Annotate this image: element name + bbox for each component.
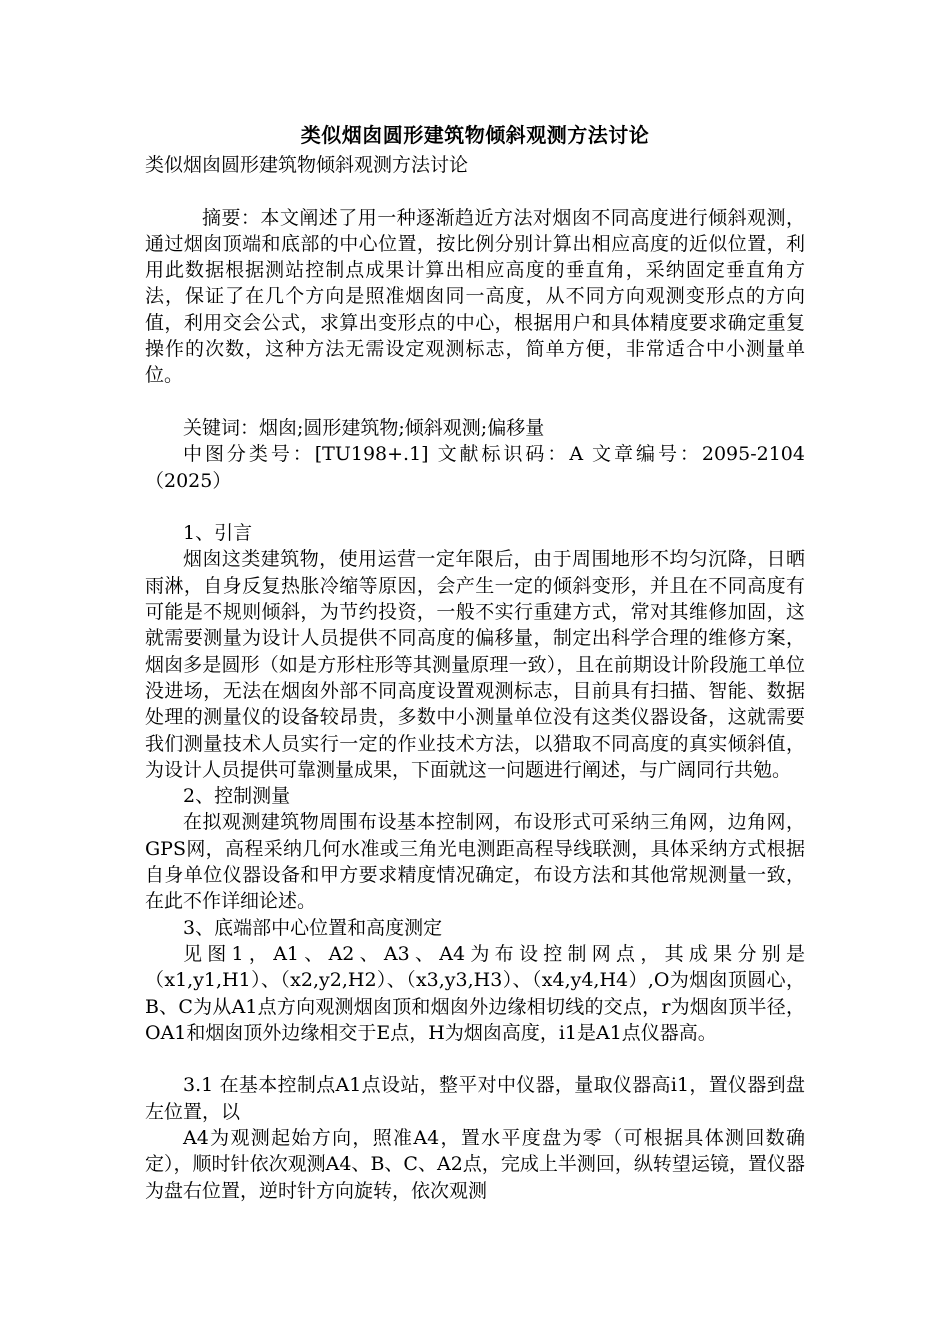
blank-line <box>145 494 805 520</box>
blank-line <box>145 178 805 204</box>
document-subtitle: 类似烟囱圆形建筑物倾斜观测方法讨论 <box>145 154 469 176</box>
section-paragraph: 在拟观测建筑物周围布设基本控制网，布设形式可采纳三角网，边角网，GPS网，高程采纳几何水准或三角光电测距高程导线联测，具体采纳方式根据自身单位仪器设备和甲方要求精度情况确定，布设方法和其他常规测量一致，在此不作详细论述。 <box>145 811 805 913</box>
section-paragraph: 烟囱这类建筑物，使用运营一定年限后，由于周围地形不均匀沉降，日晒雨淋，自身反复热胀冷缩等原因，会产生一定的倾斜变形，并且在不同高度有可能是不规则倾斜，为节约投资，一般不实行重建方式，常对其维修加固，这就需要测量为设计人员提供不同高度的偏移量，制定出科学合理的维修方案，烟囱多是圆形（如是方形柱形等其测量原理一致），且在前期设计阶段施工单位没进场，无法在烟囱外部不同高度设置观测标志，目前具有扫描、智能、数据处理的测量仪的设备较昂贵，多数中小测量单位没有这类仪器设备，这就需要我们测量技术人员实行一定的作业技术方法，以猎取不同高度的真实倾斜值，为设计人员提供可靠测量成果，下面就这一问题进行阐述，与广阔同行共勉。 <box>145 548 805 781</box>
blank-line <box>145 389 805 415</box>
document-title: 类似烟囱圆形建筑物倾斜观测方法讨论 <box>300 123 650 147</box>
subsection-paragraph-continued: A4为观测起始方向，照准A4，置水平度盘为零（可根据具体测回数确定），顺时针依次观测A4、B、C、A2点，完成上半测回，纵转望运镜，置仪器为盘右位置，逆时针方向旋转，依次观测 <box>145 1126 805 1202</box>
classification-line: 中图分类号：[TU198+.1] 文献标识码：A 文章编号：2095-2104（2025） <box>145 443 805 492</box>
subsection-paragraph: 3.1 在基本控制点A1点设站，整平对中仪器，量取仪器高i1，置仪器到盘左位置，以 <box>145 1074 805 1123</box>
keywords-line: 关键词：烟囱;圆形建筑物;倾斜观测;偏移量 <box>183 416 545 439</box>
section-heading: 2、控制测量 <box>183 785 291 808</box>
section-heading: 3、底端部中心位置和高度测定 <box>183 916 443 939</box>
blank-line <box>145 1046 805 1072</box>
abstract-paragraph: 摘要：本文阐述了用一种逐渐趋近方法对烟囱不同高度进行倾斜观测，通过烟囱顶端和底部的中心位置，按比例分别计算出相应高度的近似位置，利用此数据根据测站控制点成果计算出相应高度的垂直角，采纳固定垂直角方法，保证了在几个方向是照准烟囱同一高度，从不同方向观测变形点的方向值，利用交会公式，求算出变形点的中心，根据用户和具体精度要求确定重复操作的次数，这种方法无需设定观测标志，简单方便，非常适合中小测量单位。 <box>145 206 805 387</box>
document-body <box>145 152 805 1204</box>
section-heading: 1、引言 <box>183 522 253 545</box>
section-paragraph: 见图1，A1、A2、A3、A4为布设控制网点，其成果分别是（x1,y1,H1）、（x2,y2,H2）、（x3,y3,H3）、（x4,y4,H4）,O为烟囱顶圆心，B、C为从A1点方向观测烟囱顶和烟囱外边缘相切线的交点，r为烟囱顶半径，OA1和烟囱顶外边缘相交于E点，H为烟囱高度，i1是A1点仪器高。 <box>145 942 805 1044</box>
